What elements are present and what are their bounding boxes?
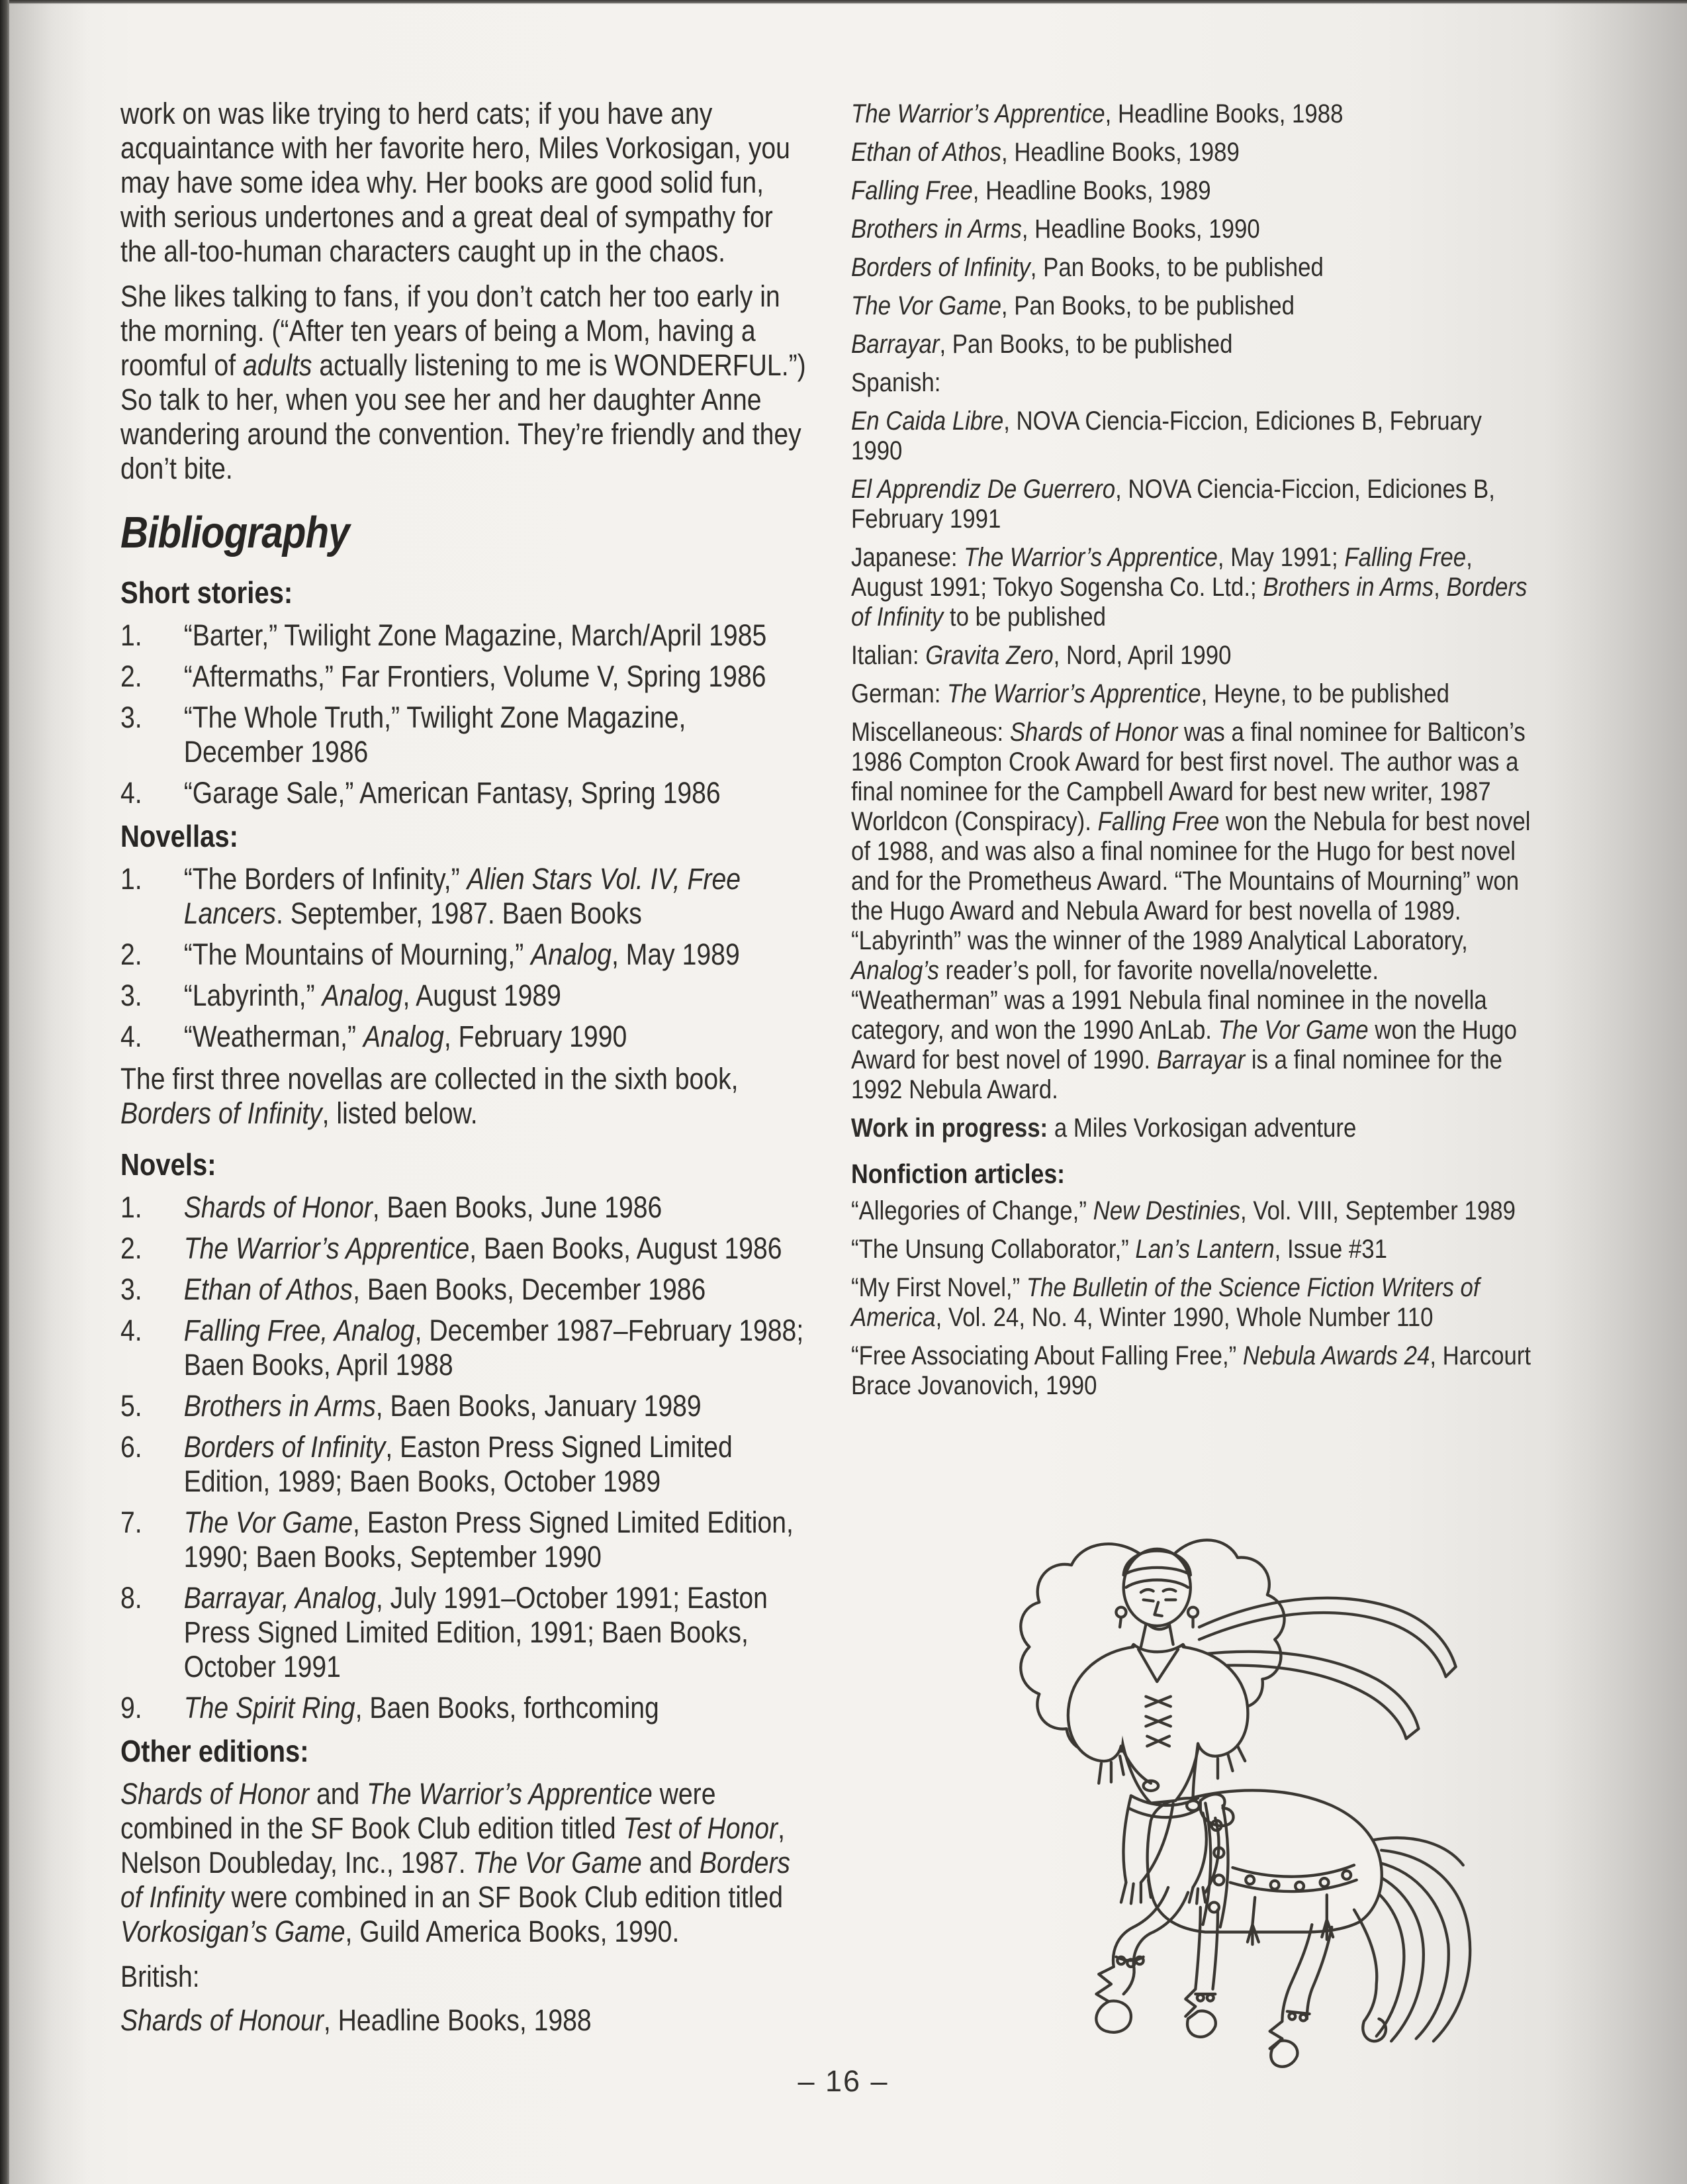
list-item-number: 1. — [120, 618, 142, 652]
entry: The Warrior’s Apprentice, Headline Books, 1988 — [851, 99, 1344, 128]
list-item-number: 9. — [120, 1691, 142, 1725]
list-item — [120, 978, 807, 1013]
novellas-note: The first three novellas are collected in the sixth book, Borders of Infinity, listed below. — [120, 1062, 739, 1130]
entry: “Free Associating About Falling Free,” Nebula Awards 24, Harcourt Brace Jovanovich, 1990 — [851, 1341, 1531, 1400]
british-editions-list — [851, 99, 1531, 359]
list-item-text: Shards of Honor, Baen Books, June 1986 — [183, 1190, 662, 1224]
entry: “Allegories of Change,” New Destinies, Vol. VIII, September 1989 — [851, 1196, 1516, 1225]
list-item-text: Ethan of Athos, Baen Books, December 1986 — [183, 1272, 706, 1306]
list-item — [120, 1020, 807, 1054]
list-item-number: 4. — [120, 1020, 142, 1053]
list-item — [120, 862, 807, 931]
list-item — [120, 1272, 807, 1307]
list-item-text: “Barter,” Twilight Zone Magazine, March/April 1985 — [183, 618, 767, 652]
list-item-text: Borders of Infinity, Easton Press Signed Limited Edition, 1989; Baen Books, October 1989 — [183, 1430, 733, 1498]
entry: Brothers in Arms, Headline Books, 1990 — [851, 214, 1260, 244]
work-in-progress: Work in progress: a Miles Vorkosigan adventure — [851, 1114, 1357, 1143]
bibliography-heading: Bibliography — [120, 508, 349, 557]
list-item-text: “Labyrinth,” Analog, August 1989 — [183, 978, 561, 1012]
centaur-illustration — [945, 1488, 1490, 2158]
list-item — [120, 937, 807, 972]
list-item-text: “Weatherman,” Analog, February 1990 — [183, 1020, 627, 1053]
novellas-list — [120, 862, 807, 1054]
list-item-number: 2. — [120, 1231, 142, 1265]
list-item-text: The Spirit Ring, Baen Books, forthcoming — [183, 1691, 659, 1725]
list-item-text: “The Borders of Infinity,” Alien Stars Vol. IV, Free Lancers. September, 1987. Baen Books — [183, 862, 741, 930]
list-item — [120, 659, 807, 694]
list-item-text: “Aftermaths,” Far Frontiers, Volume V, Spring 1986 — [183, 659, 766, 693]
other-editions-heading: Other editions: — [120, 1734, 309, 1768]
list-item-text: “Garage Sale,” American Fantasy, Spring 1986 — [183, 776, 721, 810]
list-item — [120, 1505, 807, 1574]
list-item-number: 6. — [120, 1430, 142, 1464]
entry: Falling Free, Headline Books, 1989 — [851, 176, 1211, 205]
list-item-number: 8. — [120, 1581, 142, 1615]
earring-right — [1188, 1607, 1198, 1617]
entry: Borders of Infinity, Pan Books, to be published — [851, 253, 1324, 282]
miscellaneous-paragraph: Miscellaneous: Shards of Honor was a final nominee for Balticon’s 1986 Compton Crook Award for best first novel. The author was a final nominee for the Campbell Award for best new writer, 1987 Worldcon (Conspiracy). Falling Free won the Nebula for best novel of 1988, and was also a final nominee for the Hugo for best novel and for the Prometheus Award. “The Mountains of Mourning” won the Hugo Award and Nebula Award for best novella of 1989. “Labyrinth” was the winner of the 1989 Analytical Laboratory, Analog’s reader’s poll, for favorite novella/novelette. “Weatherman” was a 1991 Nebula final nominee in the novella category, and won the 1990 AnLab. The Vor Game won the Hugo Award for best novel of 1990. Barrayar is a final nominee for the 1992 Nebula Award. — [851, 718, 1531, 1104]
earring-left — [1116, 1607, 1126, 1617]
scan-edge-right-shadow — [1548, 0, 1687, 2184]
nonfiction-heading: Nonfiction articles: — [851, 1159, 1066, 1189]
british-label: British: — [120, 1960, 200, 1993]
entry: Barrayar, Pan Books, to be published — [851, 330, 1233, 359]
entry: “The Unsung Collaborator,” Lan’s Lantern, Issue #31 — [851, 1235, 1387, 1264]
list-item-number: 4. — [120, 1313, 142, 1347]
list-item-number: 3. — [120, 1272, 142, 1306]
page-number: – 16 – — [798, 2064, 889, 2098]
list-item-number: 7. — [120, 1505, 142, 1539]
list-item — [120, 700, 807, 769]
list-item-text: “The Mountains of Mourning,” Analog, May 1989 — [183, 937, 740, 971]
list-item — [120, 1190, 807, 1225]
list-item-number: 1. — [120, 1190, 142, 1224]
novels-heading: Novels: — [120, 1147, 216, 1182]
list-item — [120, 618, 807, 653]
list-item-number: 2. — [120, 937, 142, 971]
german-entry: German: The Warrior’s Apprentice, Heyne, to be published — [851, 679, 1449, 708]
list-item — [120, 776, 807, 810]
list-item — [120, 1581, 807, 1684]
list-item — [120, 1231, 807, 1266]
novels-list — [120, 1190, 807, 1725]
list-item-number: 5. — [120, 1389, 142, 1423]
short-stories-list — [120, 618, 807, 810]
japanese-entry: Japanese: The Warrior’s Apprentice, May 1991; Falling Free, August 1991; Tokyo Sogensha Co. Ltd.; Brothers in Arms, Borders of Infinity to be published — [851, 543, 1527, 632]
scan-edge-top — [0, 0, 1687, 4]
list-item-number: 2. — [120, 659, 142, 693]
right-column — [851, 99, 1531, 1409]
entry: En Caida Libre, NOVA Ciencia-Ficcion, Ediciones B, February 1990 — [851, 406, 1482, 465]
list-item — [120, 1313, 807, 1382]
female-centaur-line-art-icon — [945, 1488, 1490, 2158]
list-item — [120, 1430, 807, 1499]
spanish-editions-list — [851, 406, 1531, 534]
spanish-label: Spanish: — [851, 368, 941, 397]
italian-entry: Italian: Gravita Zero, Nord, April 1990 — [851, 641, 1232, 670]
entry: El Apprendiz De Guerrero, NOVA Ciencia-Ficcion, Ediciones B, February 1991 — [851, 475, 1495, 534]
list-item-number: 4. — [120, 776, 142, 810]
scan-edge-left-fade — [9, 0, 89, 2184]
entry: “My First Novel,” The Bulletin of the Science Fiction Writers of America, Vol. 24, No. 4, Winter 1990, Whole Number 110 — [851, 1273, 1480, 1332]
list-item-text: The Warrior’s Apprentice, Baen Books, August 1986 — [183, 1231, 782, 1265]
left-column — [120, 97, 807, 2048]
entry: Ethan of Athos, Headline Books, 1989 — [851, 138, 1240, 167]
list-item-number: 3. — [120, 978, 142, 1012]
list-item-text: Falling Free, Analog, December 1987–February 1988; Baen Books, April 1988 — [183, 1313, 804, 1382]
british-entry: Shards of Honour, Headline Books, 1988 — [120, 2003, 592, 2037]
nonfiction-list — [851, 1196, 1531, 1401]
novellas-heading: Novellas: — [120, 819, 238, 853]
entry: The Vor Game, Pan Books, to be published — [851, 291, 1295, 320]
list-item-number: 1. — [120, 862, 142, 896]
list-item-text: Barrayar, Analog, July 1991–October 1991; Easton Press Signed Limited Edition, 1991; Baen Books, October 1991 — [183, 1581, 768, 1684]
list-item-number: 3. — [120, 700, 142, 734]
intro-paragraph-2: She likes talking to fans, if you don’t catch her too early in the morning. (“After ten years of being a Mom, having a roomful of adults actually listening to me is WONDERFUL.”) So talk to her, when you see her and her daughter Anne wandering around the convention. They’re friendly and they don’t bite. — [120, 279, 806, 485]
list-item — [120, 1691, 807, 1725]
other-editions-body: Shards of Honor and The Warrior’s Apprentice were combined in the SF Book Club edition titled Test of Honor, Nelson Doubleday, Inc., 1987. The Vor Game and Borders of Infinity were combined in an SF Book Club edition titled Vorkosigan’s Game, Guild America Books, 1990. — [120, 1777, 790, 1948]
list-item-text: “The Whole Truth,” Twilight Zone Magazine, December 1986 — [183, 700, 686, 769]
scan-edge-left — [0, 0, 9, 2184]
horse-tail — [1371, 1838, 1470, 2041]
list-item-text: Brothers in Arms, Baen Books, January 1989 — [183, 1389, 702, 1423]
list-item-text: The Vor Game, Easton Press Signed Limited Edition, 1990; Baen Books, September 1990 — [183, 1505, 794, 1574]
short-stories-heading: Short stories: — [120, 575, 293, 610]
list-item — [120, 1389, 807, 1423]
intro-paragraph-1: work on was like trying to herd cats; if you have any acquaintance with her favorite hero, Miles Vorkosigan, you may have some idea why. Her books are good solid fun, with serious undertones and a great deal of sympathy for the all-too-human characters caught up in the chaos. — [120, 97, 790, 268]
horse-body — [1148, 1790, 1382, 1932]
